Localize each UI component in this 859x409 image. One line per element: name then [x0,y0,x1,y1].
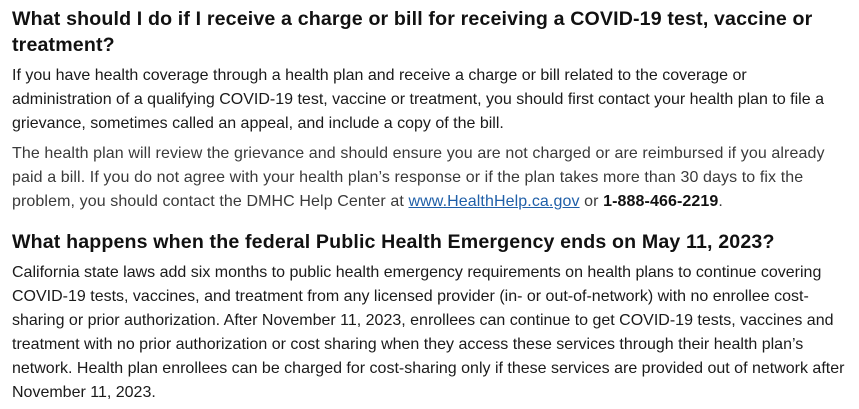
faq-paragraph-contact-plan: If you have health coverage through a health plan and receive a charge or bill related to the coverage or administration of a qualifying COVID-19 test, vaccine or treatment, you should first contact your health plan to file a grievance, sometimes called an appeal, and include a copy of the bill. [12,67,824,132]
healthhelp-link[interactable]: www.HealthHelp.ca.gov [408,193,580,210]
faq-paragraph-state-laws: California state laws add six months to public health emergency requirements on health plans to continue covering COVID-19 tests, vaccines, and treatment from any licensed provider (in- or out-of-network) with no enrollee cost-sharing or prior authorization. After November 11, 2023, enrollees can continue to get COVID-19 tests, vaccines and treatment with no prior authorization or cost sharing when they access these services through their health plan’s network. Health plan enrollees can be charged for cost-sharing only if these services are provided out of network after November 11, 2023. [12,264,845,401]
help-center-text: The health plan will review the grievance and should ensure you are not charged or are reimbursed if you already paid a bill. If you do not agree with your health plan’s response or if the plan takes more than 30 days to fix the problem, you should contact the DMHC Help Center at [12,145,825,210]
faq-paragraph-help-center [12,142,849,214]
faq-heading-charge-or-bill: What should I do if I receive a charge or bill for receiving a COVID-19 test, vaccine or treatment? [12,8,813,56]
connector-text: or [584,193,599,210]
faq-heading-phe-ends: What happens when the federal Public Health Emergency ends on May 11, 2023? [12,231,775,253]
end-punctuation: . [718,193,723,210]
help-center-phone: 1-888-466-2219 [603,193,719,210]
faq-section-phe-ends [12,229,849,405]
faq-section-charge-or-bill [12,6,849,214]
